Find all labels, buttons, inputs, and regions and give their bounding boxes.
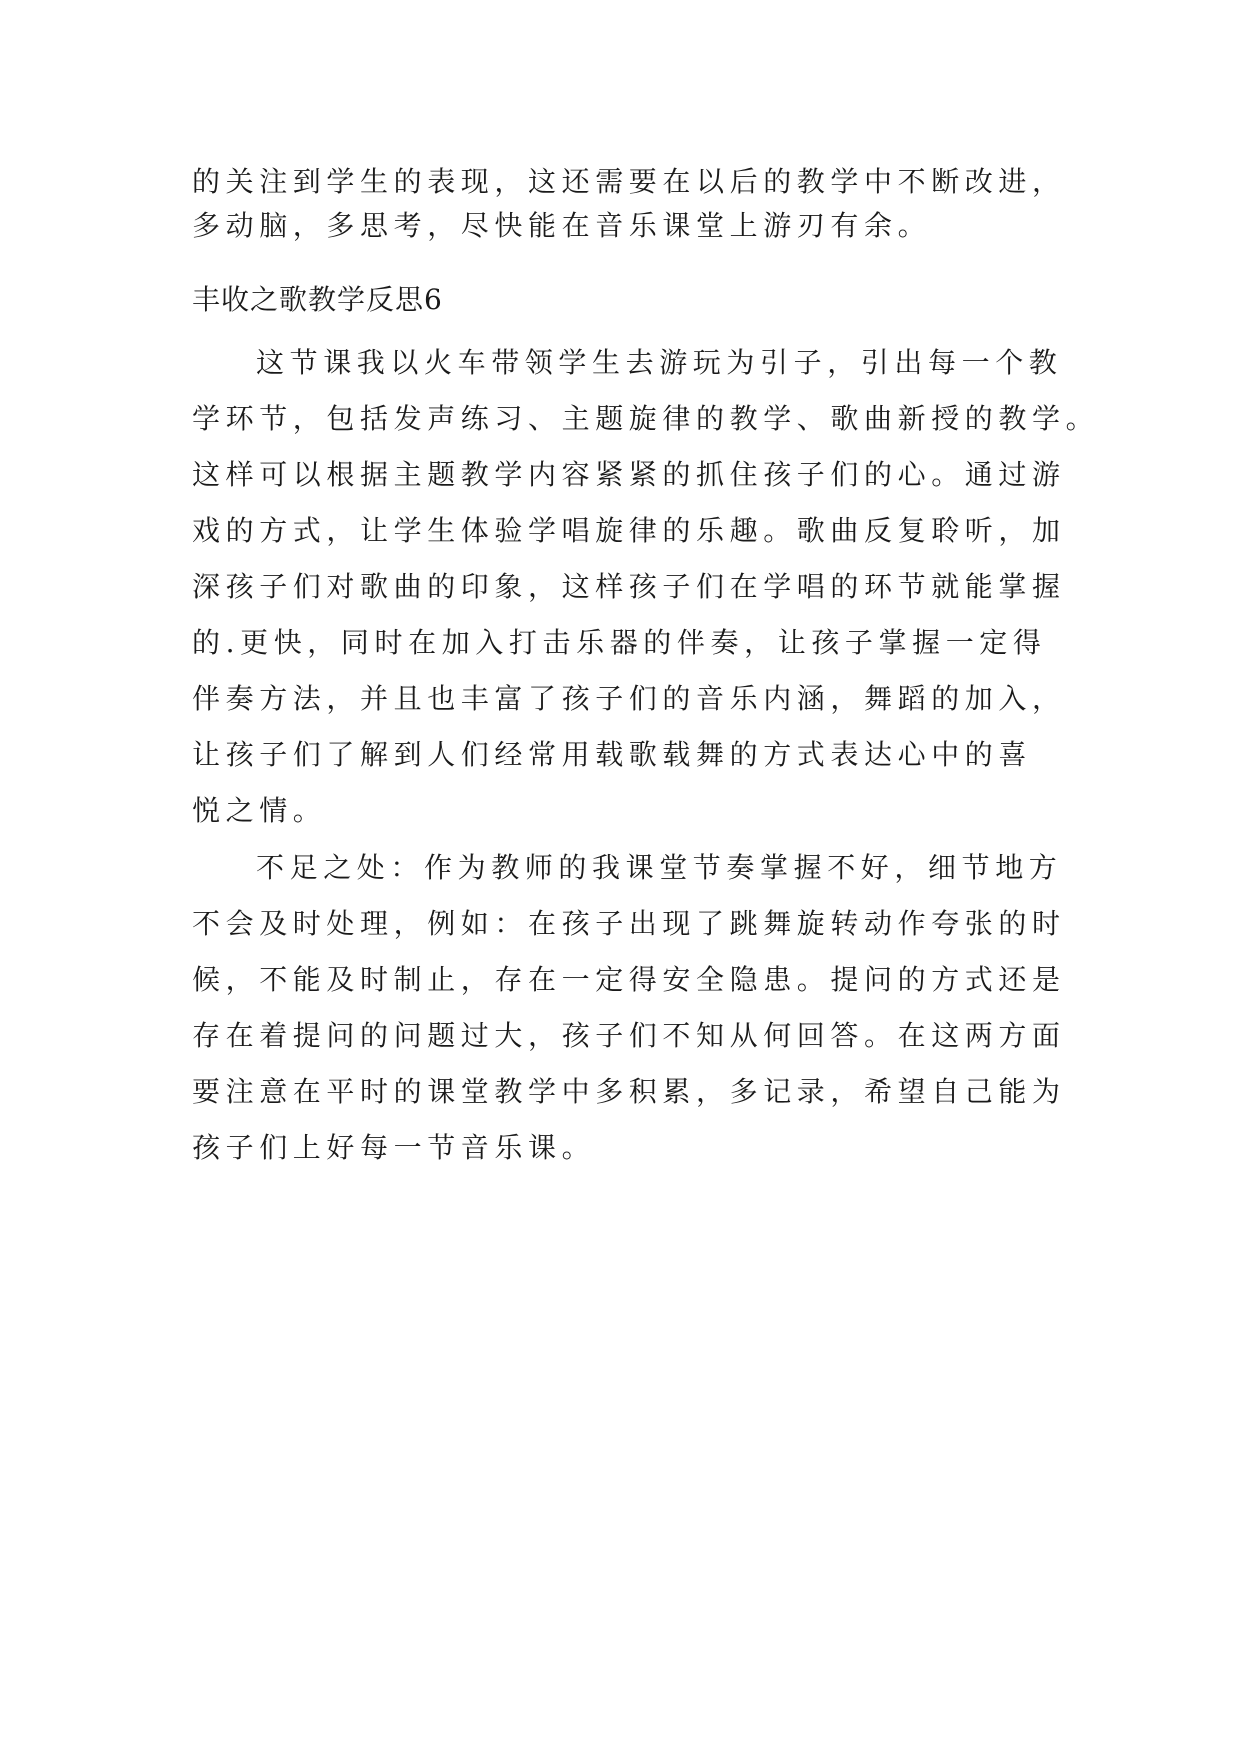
section-title [192,278,1052,322]
text-line: 学环节，包括发声练习、主题旋律的教学、歌曲新授的教学。 [192,402,1100,435]
text-line: 让孩子们了解到人们经常用载歌载舞的方式表达心中的喜 [192,738,1033,771]
continuation-paragraph [192,160,1066,248]
text-line: 候，不能及时制止，存在一定得安全隐患。提问的方式还是 [192,963,1066,996]
text-line: 孩子们上好每一节音乐课。 [192,1131,596,1164]
text-line: 戏的方式，让学生体验学唱旋律的乐趣。歌曲反复聆听，加 [192,514,1066,547]
text-line: 这节课我以火车带领学生去游玩为引子，引出每一个教 [256,346,1063,379]
text-line: 的关注到学生的表现，这还需要在以后的教学中不断改进， [192,165,1066,198]
text-line: 要注意在平时的课堂教学中多积累，多记录，希望自己能为 [192,1075,1066,1108]
text-line: 不会及时处理，例如：在孩子出现了跳舞旋转动作夸张的时 [192,907,1066,940]
text-line: 的.更快，同时在加入打击乐器的伴奏，让孩子掌握一定得 [192,626,1047,659]
text-line: 不足之处：作为教师的我课堂节奏掌握不好，细节地方 [256,851,1063,884]
text-line: 存在着提问的问题过大，孩子们不知从何回答。在这两方面 [192,1019,1066,1052]
text-line: 深孩子们对歌曲的印象，这样孩子们在学唱的环节就能掌握 [192,570,1066,603]
text-line: 多动脑，多思考，尽快能在音乐课堂上游刃有余。 [192,209,932,242]
text-line: 这样可以根据主题教学内容紧紧的抓住孩子们的心。通过游 [192,458,1066,491]
text-line: 伴奏方法，并且也丰富了孩子们的音乐内涵，舞蹈的加入， [192,682,1066,715]
text-line: 悦之情。 [192,794,327,827]
paragraph-1 [192,341,1100,833]
paragraph-2 [192,846,1066,1170]
section-heading: 丰收之歌教学反思6 [192,283,443,316]
